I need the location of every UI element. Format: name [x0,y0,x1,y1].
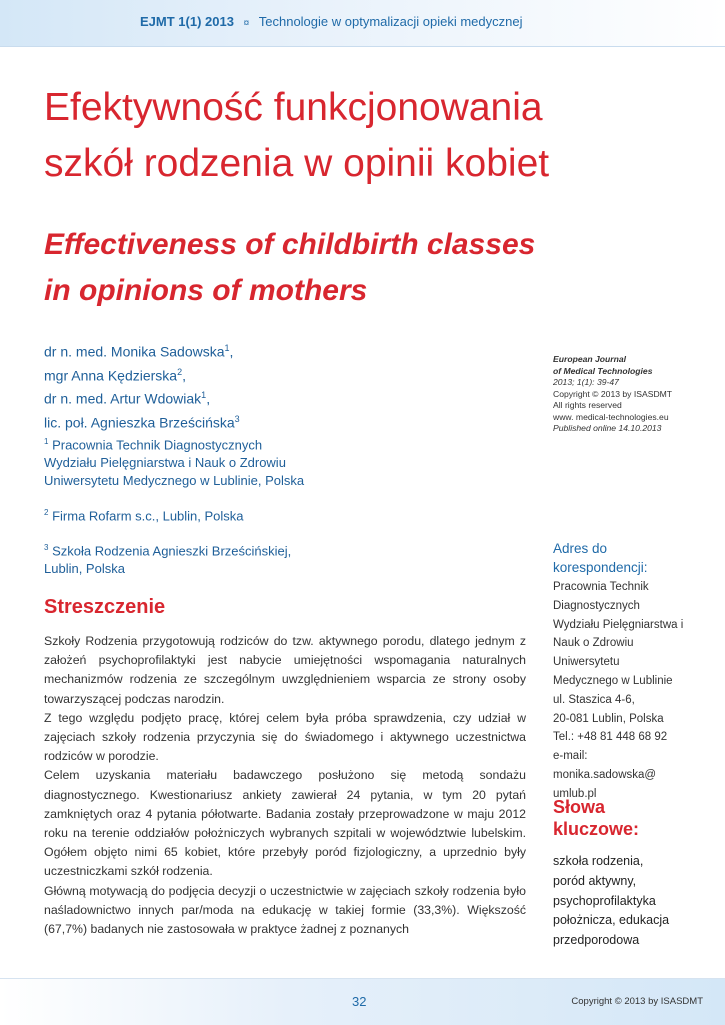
journal-citation: 2013; 1(1): 39-47 [553,377,619,387]
footer-bar [0,978,725,1025]
abstract-body [44,632,526,939]
header-bar [0,0,725,47]
journal-name-line-1: European Journal [553,354,627,364]
footer-copyright: Copyright © 2013 by ISASDMT [571,996,703,1007]
journal-code: EJMT 1(1) 2013 [140,14,234,29]
affiliation-2: $^2$ Firma Rofarm s.c., Lublin, Polska [44,508,244,524]
author: lic. poł. Agnieszka Brześcińska$^3$ [44,413,240,431]
correspondence-title: Adres do korespondencji: [553,541,648,575]
keywords-list [553,852,713,951]
journal-name-line-2: of Medical Technologies [553,365,653,376]
keyword: położnicza, edukacja [553,913,670,928]
separator-icon: ¤ [243,18,250,29]
journal-rights: All rights reserved [553,400,622,410]
journal-info [553,354,713,435]
title-polish [44,80,684,192]
journal-copyright: Copyright © 2013 by ISASDMT [553,388,673,399]
correspondence-address: Pracownia Technik Diagnostycznych Wydziału Pielęgniarstwa i Nauk o Zdrowiu Uniwersytetu Medycznego w Lublinie ul. Staszica 4-6, 20-081 Lublin, Polska Tel.: +48 81 448 68 92 e-mail: monika.sadowska@ umlub.pl [553,578,718,804]
abstract-paragraph: Szkoły Rodzenia przygotowują rodziców do tzw. aktywnego porodu, dlatego jednym z założeń psychoprofilaktyki jest nabycie umiejętności wspomagania naturalnych mechanizmów rodzenia ze szczególnym uwzględnieniem wsparcia ze strony osoby towarzyszącej podczas narodzin. [44,634,526,706]
author: mgr Anna Kędzierska$^2$, [44,366,186,384]
journal-published: Published online 14.10.2013 [553,423,662,433]
abstract-paragraph: Główną motywacją do podjęcia decyzji o uczestnictwie w zajęciach szkoły rodzenia było naśladownictwo innych par/moda na edukację w takiej formie (33,3%). Większość (67,7%) badanych nie zastosowała w praktyce żadnej z poznanych [44,883,526,937]
title-polish-line-1: Efektywność funkcjonowania [44,86,543,129]
keyword: psychoprofilaktyka [553,893,656,908]
keyword: przedporodowa [553,933,640,948]
title-english-line-2: in opinions of mothers [44,274,368,307]
correspondence-email[interactable]: monika.sadowska@ [553,768,657,781]
running-header [140,14,523,29]
title-english-line-1: Effectiveness of childbirth classes [44,228,536,261]
keywords-heading: Słowa kluczowe: [553,797,640,839]
title-polish-line-2: szkół rodzenia w opinii kobiet [44,142,550,185]
author-list [44,338,504,433]
section-name: Technologie w optymalizacji opieki medycznej [258,14,523,29]
author: dr n. med. Artur Wdowiak$^1$, [44,390,211,407]
author: dr n. med. Monika Sadowska$^1$, [44,343,234,360]
affiliation-1: $^1$ Pracownia Technik Diagnostycznych Wydziału Pielęgniarstwa i Nauk o Zdrowiu Uniwersytetu Medycznego w Lublinie, Polska [44,437,305,489]
affiliation-3: $^3$ Szkoła Rodzenia Agnieszki Brześcińskiej, Lublin, Polska [44,543,292,577]
abstract-paragraph: Z tego względu podjęto pracę, której celem była próba sprawdzenia, czy udział w zajęciach szkoły rodzenia przyczynia się do świadomego i aktywnego uczestnictwa rodziców w porodzie. [44,710,526,764]
page-number: 32 [352,994,367,1009]
journal-website: www. medical-technologies.eu [553,411,669,422]
correspondence-email-domain[interactable]: umlub.pl [553,787,597,800]
abstract-paragraph: Celem uzyskania materiału badawczego posłużono się metodą sondażu diagnostycznego. Kwestionariusz ankiety zawierał 24 pytania, w tym 20 pytań zamkniętych oraz 4 pytania półotwarte. Badania zostały przeprowadzone w maju 2012 roku na terenie oddziałów położniczych wybranych szpitali w województwie lubelskim. Ogółem objęto nimi 65 kobiet, które przebyły poród fizjologiczny, a uprzednio były uczestniczkami szkół rodzenia. [44,768,526,879]
title-english [44,222,684,314]
keyword: szkoła rodzenia, [553,854,644,868]
keyword: poród aktywny, [553,873,637,888]
abstract-heading: Streszczenie [44,596,166,618]
